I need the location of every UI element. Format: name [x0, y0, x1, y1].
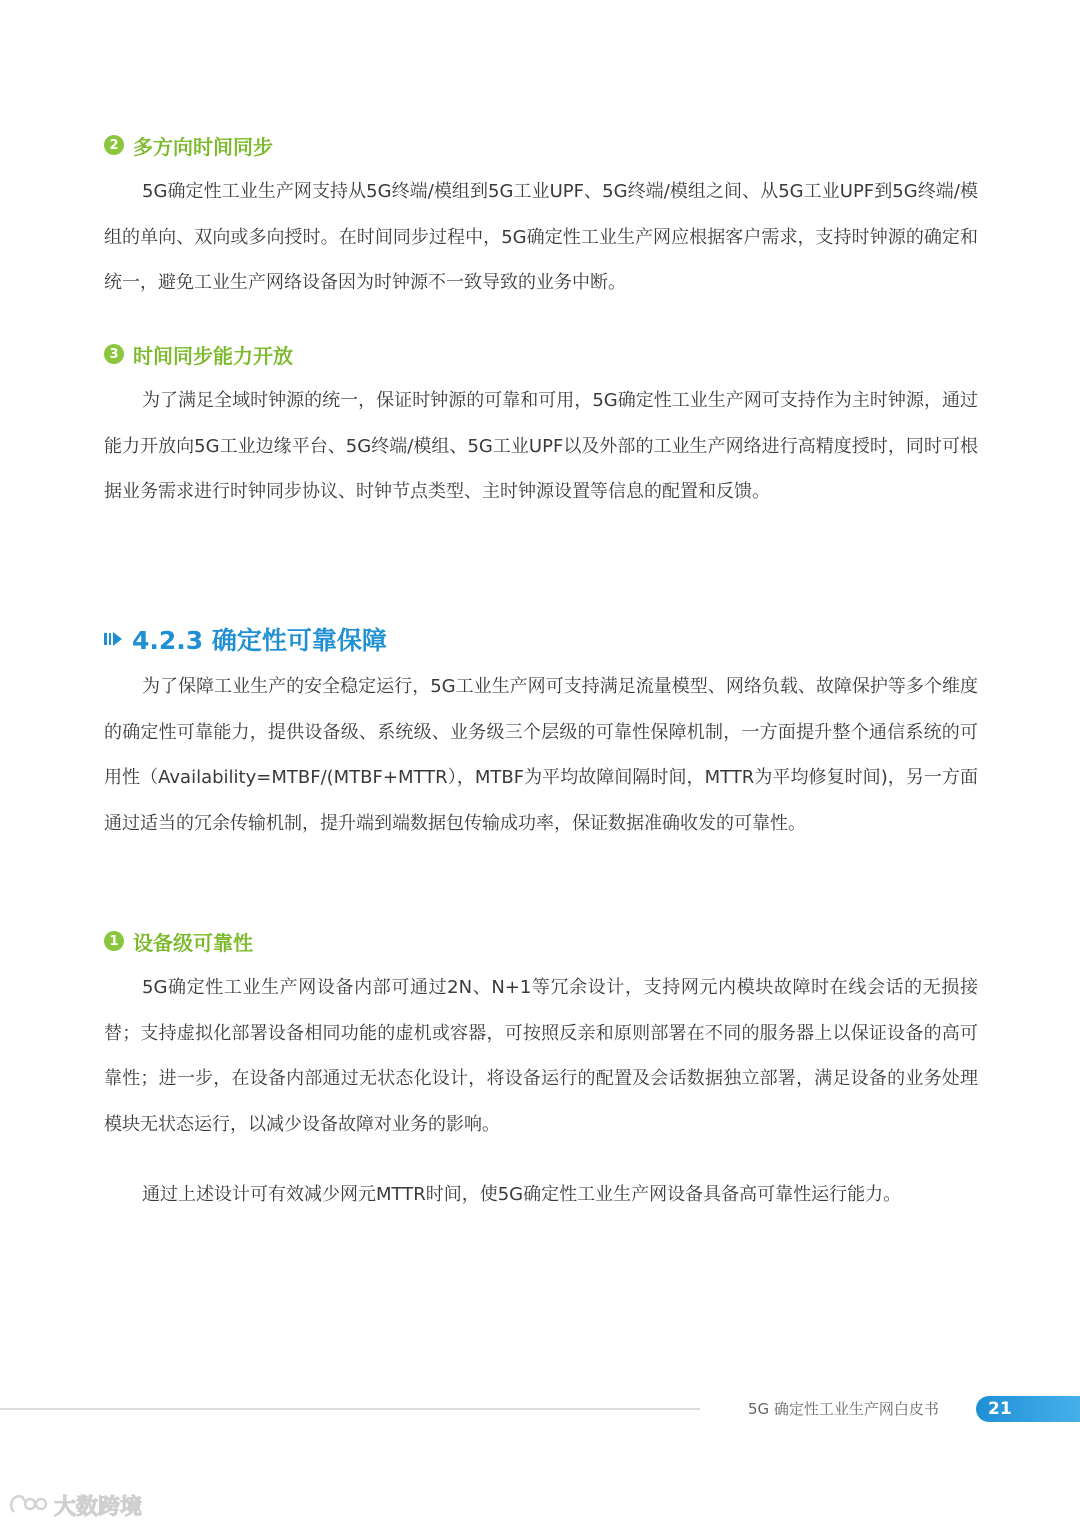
paragraph-sync-capability-open: 为了满足全域时钟源的统一，保证时钟源的可靠和可用，5G确定性工业生产网可支持作为主时钟源，通过能力开放向5G工业边缘平台、5G终端/模组、5G工业UPF以及外部的工业生产网络进行高精度授时，同时可根据业务需求进行时钟同步协议、时钟节点类型、主时钟源设置等信息的配置和反馈。 — [104, 390, 978, 502]
paragraph-reliability-guarantee: 为了保障工业生产的安全稳定运行，5G工业生产网可支持满足流量模型、网络负载、故障保护等多个维度的确定性可靠能力，提供设备级、系统级、业务级三个层级的可靠性保障机制，一方面提升整个通信系统的可用性（Availability=MTBF/(MTBF+MTTR），MTBF为平均故障间隔时间，MTTR为平均修复时间)，另一方面通过适当的冗余传输机制，提升端到端数据包传输成功率，保证数据准确收发的可靠性。 — [104, 676, 978, 834]
page-number: 21 — [988, 1399, 1012, 1419]
paragraph-multi-direction-sync: 5G确定性工业生产网支持从5G终端/模组到5G工业UPF、5G终端/模组之间、从5G工业UPF到5G终端/模组的单向、双向或多向授时。在时间同步过程中，5G确定性工业生产网应根据客户需求，支持时钟源的确定和统一，避免工业生产网络设备因为时钟源不一致导致的业务中断。 — [104, 181, 978, 293]
footer-divider — [0, 1408, 700, 1410]
watermark-logo-icon — [8, 1492, 50, 1518]
section-heading-423 — [104, 620, 387, 658]
subheading-multi-direction-sync — [104, 132, 273, 158]
section-arrow-icon — [104, 630, 124, 648]
number-badge-icon: 2 — [104, 135, 124, 155]
subheading-sync-capability-open — [104, 341, 293, 367]
subheading-title: 设备级可靠性 — [133, 930, 253, 955]
subheading-title: 多方向时间同步 — [133, 134, 273, 159]
paragraph-device-reliability: 5G确定性工业生产网设备内部可通过2N、N+1等冗余设计，支持网元内模块故障时在线会话的无损接替；支持虚拟化部署设备相同功能的虚机或容器，可按照反亲和原则部署在不同的服务器上以保证设备的高可靠性；进一步，在设备内部通过无状态化设计，将设备运行的配置及会话数据独立部署，满足设备的业务处理模块无状态运行，以减少设备故障对业务的影响。 — [104, 977, 978, 1135]
number-badge-icon: 1 — [104, 931, 124, 951]
number-badge-icon: 3 — [104, 344, 124, 364]
paragraph-device-reliability-summary: 通过上述设计可有效减少网元MTTR时间，使5G确定性工业生产网设备具备高可靠性运行能力。 — [142, 1184, 902, 1205]
subheading-title: 时间同步能力开放 — [133, 343, 293, 368]
section-title: 4.2.3 确定性可靠保障 — [132, 626, 387, 655]
subheading-device-reliability — [104, 928, 253, 954]
watermark-text: 大数跨境 — [54, 1494, 143, 1520]
watermark — [8, 1490, 142, 1520]
footer-doc-title: 5G 确定性工业生产网白皮书 — [748, 1400, 939, 1418]
